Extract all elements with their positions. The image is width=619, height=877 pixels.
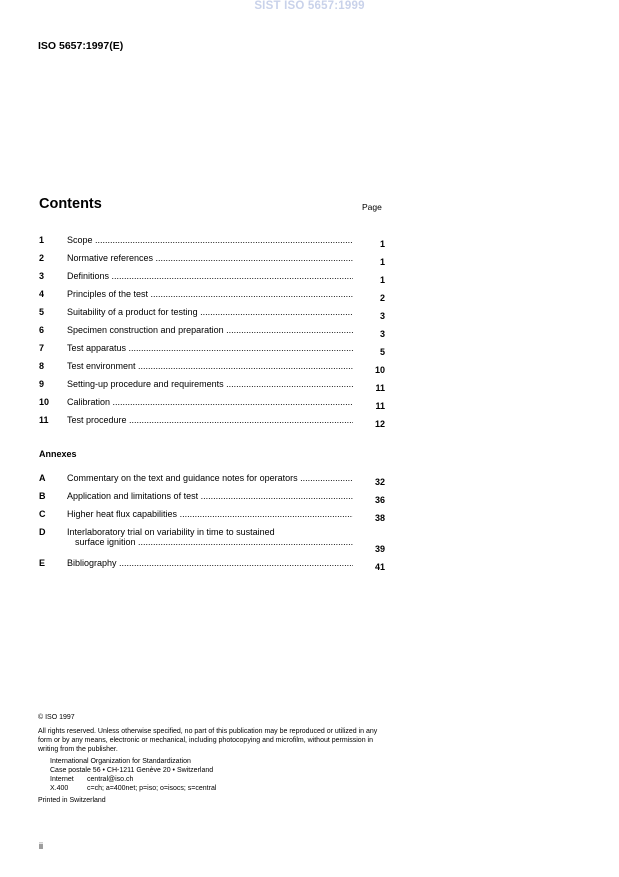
toc-title: Setting-up procedure and requirements .....: [67, 379, 353, 389]
table-of-contents: [39, 235, 385, 433]
toc-number: 9: [39, 379, 45, 389]
toc-number: 10: [39, 397, 50, 407]
toc-page: 3: [379, 329, 385, 339]
toc-entry-normative-references[interactable]: [39, 253, 385, 271]
annex-letter: E: [39, 558, 46, 568]
toc-number: 1: [39, 235, 45, 245]
toc-title: Normative references .....: [67, 253, 353, 263]
annex-page: 38: [374, 513, 385, 523]
copyright-block: [38, 713, 388, 805]
toc-entry-suitability[interactable]: [39, 307, 385, 325]
annex-entry-a[interactable]: [39, 473, 385, 491]
toc-page: 3: [379, 311, 385, 321]
page-number: ii: [39, 841, 43, 851]
page-column-label: Page: [362, 202, 382, 212]
toc-page: 2: [379, 293, 385, 303]
x400-label: X.400: [50, 785, 69, 792]
toc-entry-definitions[interactable]: [39, 271, 385, 289]
toc-title: Test apparatus .....: [67, 343, 353, 353]
annex-page: 32: [374, 477, 385, 487]
toc-title: Definitions .....: [67, 271, 353, 281]
toc-page: 5: [379, 347, 385, 357]
annex-letter: A: [39, 473, 46, 483]
toc-entry-test-procedure[interactable]: [39, 415, 385, 433]
annex-title-line1: Interlaboratory trial on variability in time to sustained: [67, 527, 275, 537]
x400-contact: [50, 784, 388, 793]
toc-page: 1: [379, 257, 385, 267]
toc-title: Specimen construction and preparation .....: [67, 325, 353, 335]
toc-number: 7: [39, 343, 45, 353]
annex-title: Application and limitations of test .....: [67, 491, 353, 501]
annex-letter: C: [39, 509, 46, 519]
rights-statement: All rights reserved. Unless otherwise specified, no part of this publication may be reproduced or utilized in any form or by any means, electronic or mechanical, including photocopying and microfilm, without permission in writing from the publisher.: [38, 728, 378, 753]
annex-entry-e[interactable]: [39, 558, 385, 576]
annex-title: Bibliography .....: [67, 558, 353, 568]
printed-in: Printed in Switzerland: [38, 797, 106, 804]
toc-title: Scope .....: [67, 235, 353, 245]
toc-entry-scope[interactable]: [39, 235, 385, 253]
toc-number: 4: [39, 289, 45, 299]
x400-value: c=ch; a=400net; p=iso; o=isocs; s=central: [87, 785, 217, 792]
annex-title: Commentary on the text and guidance notes for operators .....: [67, 473, 353, 483]
toc-page: 11: [375, 383, 385, 393]
publisher-address: [38, 757, 388, 793]
toc-page: 12: [374, 419, 385, 429]
annex-title: Higher heat flux capabilities .....: [67, 509, 353, 519]
annex-letter: D: [39, 527, 46, 537]
toc-number: 6: [39, 325, 45, 335]
toc-title: Test environment .....: [67, 361, 353, 371]
annex-page: 39: [374, 544, 385, 554]
toc-number: 5: [39, 307, 45, 317]
toc-number: 11: [39, 415, 49, 425]
toc-number: 8: [39, 361, 45, 371]
toc-entry-specimen[interactable]: [39, 325, 385, 343]
toc-page: 10: [374, 365, 385, 375]
toc-entry-calibration[interactable]: [39, 397, 385, 415]
internet-label: Internet: [50, 776, 74, 783]
copyright-line: © ISO 1997: [38, 714, 75, 721]
toc-number: 2: [39, 253, 45, 263]
contents-title: Contents: [39, 196, 102, 212]
toc-entry-principles[interactable]: [39, 289, 385, 307]
toc-entry-setting-up[interactable]: [39, 379, 385, 397]
toc-page: 1: [379, 275, 385, 285]
toc-title: Test procedure .....: [67, 415, 353, 425]
toc-title: Principles of the test .....: [67, 289, 353, 299]
toc-entry-test-apparatus[interactable]: [39, 343, 385, 361]
annex-page: 36: [374, 495, 385, 505]
internet-contact: [50, 775, 388, 784]
annex-title-line2: surface ignition .....: [67, 537, 353, 547]
annex-entry-b[interactable]: [39, 491, 385, 509]
toc-title: Calibration .....: [67, 397, 353, 407]
annexes-title: Annexes: [39, 449, 77, 459]
toc-page: 1: [379, 239, 385, 249]
toc-title: Suitability of a product for testing .....: [67, 307, 353, 317]
annex-letter: B: [39, 491, 46, 501]
postal-address: Case postale 56 • CH-1211 Genève 20 • Switzerland: [50, 767, 214, 774]
document-id: ISO 5657:1997(E): [38, 40, 124, 52]
toc-number: 3: [39, 271, 45, 281]
annex-page: 41: [374, 562, 385, 572]
toc-entry-test-environment[interactable]: [39, 361, 385, 379]
annex-entry-c[interactable]: [39, 509, 385, 527]
internet-value: central@iso.ch: [87, 776, 134, 783]
annex-entry-d[interactable]: [39, 527, 385, 558]
toc-page: 11: [375, 401, 385, 411]
organization-name: International Organization for Standardization: [50, 758, 191, 765]
watermark: SIST ISO 5657:1999: [254, 0, 365, 12]
annexes-list: [39, 473, 385, 576]
